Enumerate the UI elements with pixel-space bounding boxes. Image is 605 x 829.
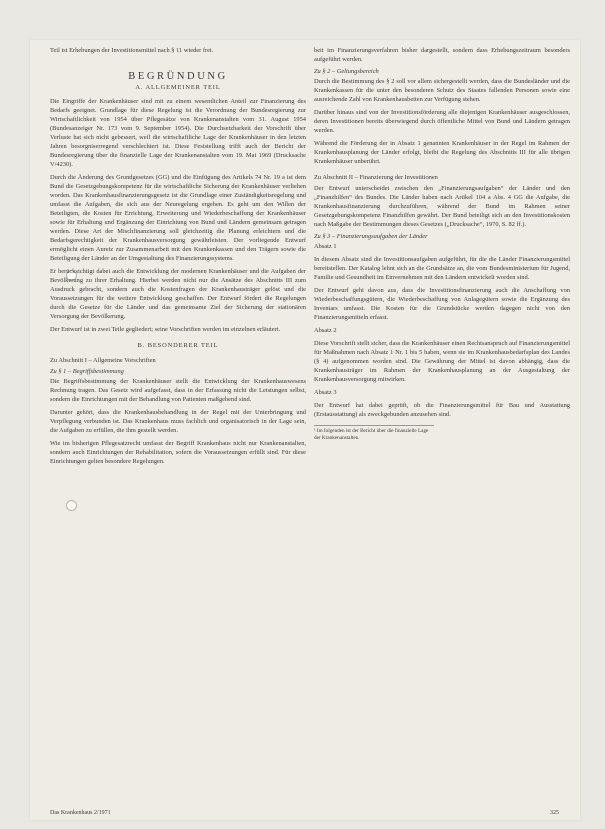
heading-begruendung: BEGRÜNDUNG <box>128 71 228 82</box>
subsection-heading: Zu § 1 – Begriffsbestimmung <box>50 368 124 375</box>
section-heading: Zu Abschnitt I – Allgemeine Vorschriften <box>50 357 156 364</box>
paragraph: Der Entwurf geht davon aus, dass die Investitionsfinanzierung auch die Anschaffung von Wiederbeschaffungsgütern, die Wiederbeschaffung von Anlagegütern sowie die Ergänzung des Inventars umfasst. Die Kosten für die Grundstücke werden dagegen nicht von den Finanzierungsmitteln erfasst. <box>314 287 570 321</box>
subsection-heading: Zu § 3 – Finanzierungsaufgaben der Länder <box>314 233 428 240</box>
paragraph: Er berücksichtigt dabei auch die Entwicklung der modernen Krankenhäuser und die Aufgaben der Bevölkerung zu ihrer Erhaltung. Hierbei werden nicht nur die Ansätze des Abschnitts III zum Ausdruck gebracht, sondern auch die Kostenfragen der Krankenhausträger gelöst und die Voraussetzungen für die weitere Entwicklung geschaffen. Der Entwurf fördert die Regelungen durch die Gesetze für die Länder und das gemeinsame Ziel der Sicherung der stationären Versorgung der Bevölkerung. <box>50 268 306 320</box>
absatz-label: Absatz 3 <box>314 389 337 396</box>
intro-text: Teil ist Erhebungen der Investitionsmittel nach § 11 wieder frei. <box>50 47 214 54</box>
paragraph: Die Begriffsbestimmung der Krankenhäuser stellt die Entwicklung der Krankenhauswesens Rechnung tragen. Das Gesetz wird aufgefasst, dass in der Erfassung nicht die Leistungen selbst, sondern die Einrichtungen mit der Behandlung von Patienten maßgebend sind. <box>50 378 306 403</box>
page-number: 325 <box>550 810 559 816</box>
right-column <box>314 46 570 442</box>
paragraph: Der Entwurf unterscheidet zwischen den „Finanzierungsaufgaben“ der Länder und den „Finanzhilfen“ des Bundes. Die Länder haben nach Artikel 104 a Abs. 4 GG die Aufgabe, die Krankenhausfinanzierung durchzuführen, während der Bund im Rahmen seiner Gesetzgebungskompetenz Finanzhilfen gewährt. Der Bund beteiligt sich an den Investitionskosten nach Maßgabe der Bestimmungen dieses Gesetzes („Drucksache“, 1970, S. 82 ff.). <box>314 185 570 228</box>
paragraph: Die Eingriffe der Krankenhäuser sind mit zu einem wesentlichen Anteil zur Finanzierung des Bedarfs geeignet. Grundlage für diese Regelung ist die Verordnung der Bundesregierung zur Wirtschaftlichkeit von 1954 über Pflegesätze von Krankenanstalten vom 31. August 1954 (Bundesanzeiger Nr. 173 vom 9. September 1954). Die Durchsetzbarkeit der Vorschrift über Verluste hat sich nicht gebessert, weil die wirtschaftliche Lage der Krankenhäuser in den letzten Jahren besorgniserregend verschlechtert ist. Diese Feststellung trifft auch der Bericht der Bundesregierung über die finanzielle Lage der Krankenanstalten vom 19. Mai 1969 (Drucksache V/4230). <box>50 98 306 168</box>
paragraph: In diesem Absatz sind die Investitionsaufgaben aufgeführt, für die die Länder Finanzierungsmittel bereitstellen. Der Katalog lehnt sich an die Grundsätze an, die vom Bundesministerium für Jugend, Familie und Gesundheit im Einvernehmen mit den Ländern entwickelt worden sind. <box>314 256 570 281</box>
absatz-label: Absatz 1 <box>314 243 337 250</box>
document-page <box>30 40 580 820</box>
absatz-label: Absatz 2 <box>314 327 337 334</box>
intro-text: beit im Finanzierungsverfahren bisher dargestellt, sondern dass Erhebungszeitraum besonders aufgeführt werden. <box>314 47 570 63</box>
footnote: ¹ Im folgenden ist der Bericht über die finanzielle Lage der Krankenanstalten. <box>314 425 434 442</box>
punch-hole <box>66 500 77 511</box>
subheading-besonderer-teil: B. BESONDERER TEIL <box>137 342 219 349</box>
paragraph: Durch die Änderung des Grundgesetzes (GG) und die Einfügung des Artikels 74 Nr. 19 a ist dem Bund die Gesetzgebungskompetenz für die wirtschaftliche Sicherung der Krankenhäuser verliehen worden. Das Krankenhausfinanzierungsgesetz ist die Grundlage einer Zuständigkeitsregelung und umfasst die Aufgaben, die sich aus der Neuregelung ergeben. Es geht um den Willen der Beteiligten, die Kosten für Errichtung, Erweiterung und Wiederbeschaffung der Krankenhäuser sowie für Erhaltung und Ergänzung der Einrichtung von Bund und Ländern gemeinsam getragen werden. Diese Art der Mischfinanzierung soll gleichzeitig die Planung erleichtern und die Bedarfsgerechtigkeit der Krankenhausversorgung gewährleisten. Der vorliegende Entwurf ermöglicht einen Anreiz zur Zusammenarbeit mit den Krankenkassen und den Trägern sowie die Beteiligung der Länder an der Umgestaltung des Finanzierungssystems. <box>50 174 306 262</box>
subsection-heading: Zu § 2 – Geltungsbereich <box>314 68 379 75</box>
paragraph: Der Entwurf hat dabei geprüft, ob die Finanzierungsmittel für Bau und Ausstattung (Erstausstattung) als zweckgebunden anzusehen sind. <box>314 402 570 418</box>
section-heading: Zu Abschnitt II – Finanzierung der Investitionen <box>314 174 438 181</box>
paragraph: Wie im bisherigen Pflegesatzrecht umfasst der Begriff Krankenhaus nicht nur Krankenanstalten, sondern auch Einrichtungen der Rehabilitation, sofern die Voraussetzungen erfüllt sind. Für diese Einrichtungen gelten besondere Regelungen. <box>50 440 306 465</box>
subheading-allgemeiner-teil: A. ALLGEMEINER TEIL <box>135 84 221 91</box>
paragraph: Der Entwurf ist in zwei Teile gegliedert; seine Vorschriften werden im einzelnen erläutert. <box>50 326 281 333</box>
footer-journal: Das Krankenhaus 2/1971 <box>50 810 111 816</box>
left-column <box>50 46 306 470</box>
paragraph: Darunter gehört, dass die Krankenhausbehandlung in der Regel mit der Unterbringung und Verpflegung verbunden ist. Das Krankenhaus muss fachlich und organisatorisch in der Lage sein, die Aufgaben zu erfüllen, die ihm gestellt werden. <box>50 409 306 434</box>
paragraph: Durch die Bestimmung des § 2 soll vor allem sichergestellt werden, dass die Bundesländer und die Krankenkassen für die unter den besonderen Schutz des Staates fallenden Personen sowie eine ausreichende Zahl von Krankenhausbetten zur Verfügung stehen. <box>314 78 570 103</box>
paragraph: Diese Vorschrift stellt sicher, dass die Krankenhäuser einen Rechtsanspruch auf Finanzierungsmittel für Maßnahmen nach Absatz 1 Nr. 1 bis 5 haben, wenn sie im Krankenhausbedarfsplan des Landes (§ 4) aufgenommen worden sind. Die Gewährung der Mittel ist davon abhängig, dass die Krankenhausträger im Rahmen der Krankenhausplanung an der Ausgestaltung der Krankenhausversorgung mitwirken. <box>314 340 570 383</box>
paragraph: Während die Förderung der in Absatz 1 genannten Krankenhäuser in der Regel im Rahmen der Krankenhausplanung der Länder erfolgt, bleibt die Regelung des Abschnitts III für alle übrigen Krankenhäuser unberührt. <box>314 140 570 165</box>
paragraph: Darüber hinaus sind von der Investitionsförderung alle diejenigen Krankenhäuser ausgeschlossen, deren Investitionen bereits überwiegend durch öffentliche Mittel von Bund und Ländern getragen werden. <box>314 109 570 134</box>
